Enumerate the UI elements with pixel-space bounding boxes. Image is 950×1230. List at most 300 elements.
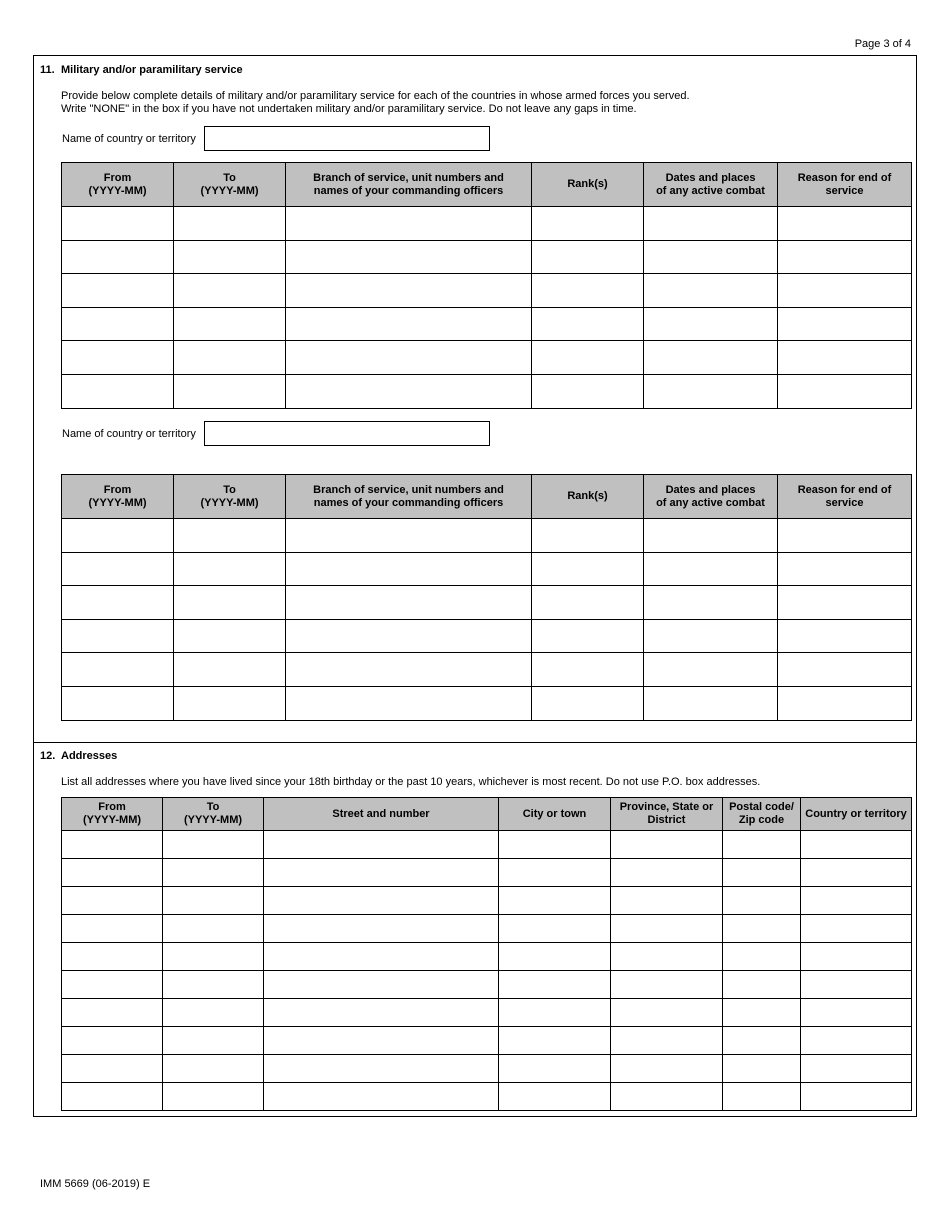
table-cell[interactable] <box>286 653 532 687</box>
table-cell[interactable] <box>163 971 264 999</box>
table-cell[interactable] <box>723 859 801 887</box>
table-cell-input[interactable] <box>611 999 722 1026</box>
table-cell[interactable] <box>723 971 801 999</box>
table-cell[interactable] <box>723 831 801 859</box>
form-frame <box>33 55 917 1117</box>
table-cell-input[interactable] <box>62 207 173 240</box>
table-cell[interactable] <box>611 859 723 887</box>
table-cell[interactable] <box>264 1027 499 1055</box>
table-cell[interactable] <box>286 374 532 408</box>
table-cell-input[interactable] <box>644 653 777 686</box>
table-cell-input[interactable] <box>499 831 610 858</box>
table-cell[interactable] <box>62 653 174 687</box>
table-cell[interactable] <box>499 1055 611 1083</box>
table-cell-input[interactable] <box>264 915 498 942</box>
table-cell-input[interactable] <box>163 943 263 970</box>
table-cell-input[interactable] <box>611 943 722 970</box>
table-cell[interactable] <box>778 586 912 620</box>
table-cell-input[interactable] <box>801 999 911 1026</box>
table-cell[interactable] <box>62 1055 163 1083</box>
table-cell[interactable] <box>286 586 532 620</box>
table-cell-input[interactable] <box>286 586 531 619</box>
table-cell-input[interactable] <box>62 1083 162 1110</box>
table-cell-input[interactable] <box>286 241 531 274</box>
table-cell[interactable] <box>644 207 778 241</box>
table-cell[interactable] <box>801 915 912 943</box>
table-cell[interactable] <box>62 307 174 341</box>
table-cell[interactable] <box>801 999 912 1027</box>
column-header <box>778 475 912 519</box>
form-id: IMM 5669 (06-2019) E <box>40 1178 151 1190</box>
table-cell[interactable] <box>62 1027 163 1055</box>
table-cell[interactable] <box>174 619 286 653</box>
table-cell[interactable] <box>174 519 286 553</box>
table-cell[interactable] <box>264 971 499 999</box>
table-cell-input[interactable] <box>62 241 173 274</box>
table-cell[interactable] <box>611 999 723 1027</box>
table-cell[interactable] <box>286 240 532 274</box>
table-cell-input[interactable] <box>163 1055 263 1082</box>
table-cell-input[interactable] <box>723 915 800 942</box>
table-cell[interactable] <box>62 686 174 720</box>
table-cell[interactable] <box>286 619 532 653</box>
table-cell[interactable] <box>801 887 912 915</box>
table-cell[interactable] <box>62 887 163 915</box>
addresses-table-header <box>62 798 912 831</box>
table-cell-input[interactable] <box>644 553 777 586</box>
table-cell[interactable] <box>801 859 912 887</box>
table-cell[interactable] <box>174 240 286 274</box>
table-cell-input[interactable] <box>499 915 610 942</box>
table-cell[interactable] <box>163 1055 264 1083</box>
table-cell[interactable] <box>62 586 174 620</box>
table-cell-input[interactable] <box>723 1055 800 1082</box>
table-cell-input[interactable] <box>163 915 263 942</box>
military-service-row <box>62 653 912 687</box>
table-cell[interactable] <box>801 1083 912 1111</box>
table-cell[interactable] <box>801 943 912 971</box>
table-cell[interactable] <box>778 240 912 274</box>
table-cell[interactable] <box>532 686 644 720</box>
table-cell[interactable] <box>62 519 174 553</box>
table-cell[interactable] <box>778 519 912 553</box>
table-cell[interactable] <box>723 1055 801 1083</box>
table-cell-input[interactable] <box>611 831 722 858</box>
table-cell[interactable] <box>778 686 912 720</box>
table-cell-input[interactable] <box>174 341 285 374</box>
table-cell-input[interactable] <box>532 620 643 653</box>
table-cell[interactable] <box>499 1083 611 1111</box>
table-cell[interactable] <box>499 887 611 915</box>
table-cell-input[interactable] <box>611 1055 722 1082</box>
table-cell-input[interactable] <box>611 859 722 886</box>
table-cell-input[interactable] <box>499 943 610 970</box>
table-cell[interactable] <box>532 653 644 687</box>
table-cell[interactable] <box>801 1027 912 1055</box>
table-cell-input[interactable] <box>532 308 643 341</box>
table-cell[interactable] <box>286 519 532 553</box>
table-cell[interactable] <box>163 915 264 943</box>
table-cell-input[interactable] <box>264 943 498 970</box>
column-header-line-1: Province, State or <box>619 801 714 813</box>
table-cell-input[interactable] <box>62 519 173 552</box>
table-cell-input[interactable] <box>611 1027 722 1054</box>
table-cell-input[interactable] <box>801 831 911 858</box>
table-cell-input[interactable] <box>499 1027 610 1054</box>
table-cell-input[interactable] <box>801 859 911 886</box>
table-cell[interactable] <box>778 619 912 653</box>
table-cell-input[interactable] <box>723 1083 800 1110</box>
table-cell-input[interactable] <box>801 887 911 914</box>
table-cell[interactable] <box>644 274 778 308</box>
table-cell[interactable] <box>174 341 286 375</box>
section-11-instructions-1: Provide below complete details of military and/or paramilitary service for each of the countries in whose armed forces you served. <box>61 90 690 102</box>
table-cell-input[interactable] <box>778 586 911 619</box>
table-cell[interactable] <box>644 552 778 586</box>
table-cell[interactable] <box>62 971 163 999</box>
table-cell[interactable] <box>723 915 801 943</box>
table-cell[interactable] <box>264 887 499 915</box>
table-cell-input[interactable] <box>286 553 531 586</box>
table-cell[interactable] <box>611 831 723 859</box>
table-cell[interactable] <box>264 915 499 943</box>
table-cell-input[interactable] <box>611 1083 722 1110</box>
table-cell-input[interactable] <box>532 274 643 307</box>
table-cell[interactable] <box>778 341 912 375</box>
table-cell[interactable] <box>174 274 286 308</box>
table-cell-input[interactable] <box>723 859 800 886</box>
table-cell-input[interactable] <box>801 1055 911 1082</box>
table-cell-input[interactable] <box>286 308 531 341</box>
table-cell-input[interactable] <box>163 859 263 886</box>
table-cell-input[interactable] <box>778 653 911 686</box>
table-cell[interactable] <box>286 207 532 241</box>
table-cell-input[interactable] <box>174 653 285 686</box>
table-cell[interactable] <box>778 552 912 586</box>
table-cell[interactable] <box>801 971 912 999</box>
table-cell-input[interactable] <box>723 831 800 858</box>
table-cell-input[interactable] <box>801 1027 911 1054</box>
table-cell[interactable] <box>62 619 174 653</box>
table-cell[interactable] <box>62 274 174 308</box>
table-cell-input[interactable] <box>499 887 610 914</box>
table-cell[interactable] <box>644 519 778 553</box>
table-cell-input[interactable] <box>801 915 911 942</box>
table-cell-input[interactable] <box>286 687 531 720</box>
table-cell[interactable] <box>499 943 611 971</box>
table-cell[interactable] <box>499 971 611 999</box>
table-cell-input[interactable] <box>611 915 722 942</box>
table-cell-input[interactable] <box>62 274 173 307</box>
table-cell[interactable] <box>532 274 644 308</box>
table-cell[interactable] <box>778 274 912 308</box>
table-cell-input[interactable] <box>644 341 777 374</box>
table-cell-input[interactable] <box>723 999 800 1026</box>
table-cell[interactable] <box>532 240 644 274</box>
table-cell[interactable] <box>532 586 644 620</box>
table-cell[interactable] <box>723 999 801 1027</box>
table-cell[interactable] <box>532 307 644 341</box>
table-cell-input[interactable] <box>532 241 643 274</box>
table-cell-input[interactable] <box>264 999 498 1026</box>
table-cell[interactable] <box>163 831 264 859</box>
table-cell-input[interactable] <box>286 341 531 374</box>
table-cell-input[interactable] <box>499 1055 610 1082</box>
table-cell-input[interactable] <box>778 274 911 307</box>
table-cell[interactable] <box>644 653 778 687</box>
table-cell-input[interactable] <box>286 207 531 240</box>
table-cell-input[interactable] <box>499 1083 610 1110</box>
table-cell[interactable] <box>532 207 644 241</box>
table-cell-input[interactable] <box>778 553 911 586</box>
table-cell[interactable] <box>532 374 644 408</box>
table-cell[interactable] <box>499 999 611 1027</box>
table-cell-input[interactable] <box>644 586 777 619</box>
table-cell[interactable] <box>174 653 286 687</box>
table-cell[interactable] <box>62 831 163 859</box>
table-cell-input[interactable] <box>611 887 722 914</box>
table-cell-input[interactable] <box>801 1083 911 1110</box>
table-cell-input[interactable] <box>174 308 285 341</box>
table-cell-input[interactable] <box>174 375 285 408</box>
table-cell-input[interactable] <box>62 1027 162 1054</box>
table-cell-input[interactable] <box>264 971 498 998</box>
table-cell-input[interactable] <box>723 1027 800 1054</box>
table-cell[interactable] <box>778 307 912 341</box>
table-cell-input[interactable] <box>264 887 498 914</box>
table-cell-input[interactable] <box>62 915 162 942</box>
table-cell-input[interactable] <box>286 653 531 686</box>
table-cell[interactable] <box>264 831 499 859</box>
table-cell[interactable] <box>163 1027 264 1055</box>
table-cell-input[interactable] <box>163 971 263 998</box>
table-cell[interactable] <box>778 374 912 408</box>
table-cell-input[interactable] <box>264 1083 498 1110</box>
table-cell[interactable] <box>801 831 912 859</box>
table-cell-input[interactable] <box>286 274 531 307</box>
table-cell[interactable] <box>723 943 801 971</box>
table-cell-input[interactable] <box>532 341 643 374</box>
table-cell[interactable] <box>611 943 723 971</box>
table-cell-input[interactable] <box>644 375 777 408</box>
table-cell-input[interactable] <box>264 1055 498 1082</box>
table-cell[interactable] <box>163 1083 264 1111</box>
table-cell[interactable] <box>286 552 532 586</box>
column-header-line-1: Rank(s) <box>567 178 608 190</box>
table-cell[interactable] <box>532 552 644 586</box>
table-cell[interactable] <box>778 207 912 241</box>
table-cell-input[interactable] <box>62 943 162 970</box>
table-cell-input[interactable] <box>62 653 173 686</box>
military-table-2-header <box>62 475 912 519</box>
table-cell-input[interactable] <box>778 375 911 408</box>
table-cell-input[interactable] <box>644 687 777 720</box>
table-cell[interactable] <box>62 552 174 586</box>
table-cell[interactable] <box>174 207 286 241</box>
column-header-line-1: Rank(s) <box>567 490 608 502</box>
table-cell-input[interactable] <box>62 308 173 341</box>
table-cell[interactable] <box>264 859 499 887</box>
table-cell[interactable] <box>644 619 778 653</box>
table-cell-input[interactable] <box>62 687 173 720</box>
table-cell[interactable] <box>611 1027 723 1055</box>
table-cell-input[interactable] <box>286 620 531 653</box>
table-cell-input[interactable] <box>62 586 173 619</box>
table-cell[interactable] <box>801 1055 912 1083</box>
table-cell[interactable] <box>723 1083 801 1111</box>
table-cell[interactable] <box>163 999 264 1027</box>
table-cell-input[interactable] <box>723 887 800 914</box>
table-cell-input[interactable] <box>174 519 285 552</box>
address-row <box>62 831 912 859</box>
table-cell-input[interactable] <box>174 553 285 586</box>
table-cell[interactable] <box>286 341 532 375</box>
table-cell[interactable] <box>62 859 163 887</box>
table-cell[interactable] <box>62 240 174 274</box>
table-cell-input[interactable] <box>286 519 531 552</box>
table-cell[interactable] <box>286 307 532 341</box>
table-cell[interactable] <box>62 374 174 408</box>
table-cell-input[interactable] <box>62 553 173 586</box>
table-cell-input[interactable] <box>644 519 777 552</box>
table-cell-input[interactable] <box>62 859 162 886</box>
table-cell[interactable] <box>163 887 264 915</box>
table-cell-input[interactable] <box>163 831 263 858</box>
table-cell-input[interactable] <box>532 519 643 552</box>
table-cell-input[interactable] <box>778 308 911 341</box>
table-cell[interactable] <box>62 341 174 375</box>
table-cell-input[interactable] <box>801 943 911 970</box>
table-cell[interactable] <box>499 915 611 943</box>
table-cell-input[interactable] <box>644 274 777 307</box>
table-cell-input[interactable] <box>174 274 285 307</box>
table-cell[interactable] <box>611 887 723 915</box>
table-cell-input[interactable] <box>611 971 722 998</box>
table-cell-input[interactable] <box>532 553 643 586</box>
table-cell-input[interactable] <box>499 999 610 1026</box>
table-cell[interactable] <box>174 552 286 586</box>
table-cell[interactable] <box>62 1083 163 1111</box>
table-cell[interactable] <box>499 859 611 887</box>
table-cell-input[interactable] <box>644 620 777 653</box>
table-cell[interactable] <box>644 374 778 408</box>
table-cell[interactable] <box>264 1083 499 1111</box>
table-cell-input[interactable] <box>499 859 610 886</box>
table-cell[interactable] <box>62 915 163 943</box>
table-cell-input[interactable] <box>778 207 911 240</box>
table-cell[interactable] <box>62 999 163 1027</box>
table-cell[interactable] <box>163 859 264 887</box>
table-cell-input[interactable] <box>532 207 643 240</box>
table-cell-input[interactable] <box>644 308 777 341</box>
table-cell[interactable] <box>532 519 644 553</box>
table-cell-input[interactable] <box>174 586 285 619</box>
column-header-line-1: Branch of service, unit numbers and <box>313 171 504 184</box>
table-cell[interactable] <box>499 831 611 859</box>
table-cell-input[interactable] <box>62 375 173 408</box>
table-cell-input[interactable] <box>62 831 162 858</box>
table-cell-input[interactable] <box>62 971 162 998</box>
table-cell[interactable] <box>174 307 286 341</box>
table-cell[interactable] <box>644 341 778 375</box>
table-cell-input[interactable] <box>778 341 911 374</box>
table-cell-input[interactable] <box>778 620 911 653</box>
table-cell[interactable] <box>174 374 286 408</box>
table-cell-input[interactable] <box>532 375 643 408</box>
country-input-2[interactable] <box>204 421 490 446</box>
table-cell[interactable] <box>174 586 286 620</box>
table-cell-input[interactable] <box>163 1027 263 1054</box>
table-cell-input[interactable] <box>174 620 285 653</box>
table-cell-input[interactable] <box>62 1055 162 1082</box>
table-cell-input[interactable] <box>163 999 263 1026</box>
table-cell-input[interactable] <box>778 687 911 720</box>
table-cell[interactable] <box>264 1055 499 1083</box>
country-input-1[interactable] <box>204 126 490 151</box>
table-cell-input[interactable] <box>264 1027 498 1054</box>
table-cell[interactable] <box>174 686 286 720</box>
table-cell-input[interactable] <box>163 1083 263 1110</box>
table-cell[interactable] <box>644 686 778 720</box>
table-cell[interactable] <box>611 1083 723 1111</box>
table-cell[interactable] <box>644 586 778 620</box>
table-cell-input[interactable] <box>174 241 285 274</box>
table-cell[interactable] <box>644 307 778 341</box>
table-cell[interactable] <box>264 999 499 1027</box>
table-cell-input[interactable] <box>499 971 610 998</box>
table-cell[interactable] <box>163 943 264 971</box>
table-cell-input[interactable] <box>801 971 911 998</box>
table-cell[interactable] <box>644 240 778 274</box>
table-cell-input[interactable] <box>723 971 800 998</box>
table-cell-input[interactable] <box>174 207 285 240</box>
table-cell-input[interactable] <box>62 341 173 374</box>
table-cell-input[interactable] <box>532 586 643 619</box>
table-cell[interactable] <box>723 887 801 915</box>
table-cell-input[interactable] <box>62 620 173 653</box>
table-cell[interactable] <box>778 653 912 687</box>
table-cell[interactable] <box>532 619 644 653</box>
table-cell-input[interactable] <box>286 375 531 408</box>
table-cell[interactable] <box>286 686 532 720</box>
table-cell[interactable] <box>611 915 723 943</box>
table-cell[interactable] <box>723 1027 801 1055</box>
table-cell[interactable] <box>62 943 163 971</box>
table-cell-input[interactable] <box>644 207 777 240</box>
table-cell-input[interactable] <box>532 687 643 720</box>
table-cell-input[interactable] <box>62 999 162 1026</box>
table-cell-input[interactable] <box>264 831 498 858</box>
table-cell-input[interactable] <box>62 887 162 914</box>
table-cell-input[interactable] <box>644 241 777 274</box>
table-cell[interactable] <box>286 274 532 308</box>
column-header-line-1: From <box>103 483 132 496</box>
table-cell-input[interactable] <box>723 943 800 970</box>
table-cell-input[interactable] <box>163 887 263 914</box>
table-cell-input[interactable] <box>264 859 498 886</box>
table-cell[interactable] <box>264 943 499 971</box>
table-cell[interactable] <box>611 971 723 999</box>
table-cell[interactable] <box>499 1027 611 1055</box>
table-cell-input[interactable] <box>174 687 285 720</box>
table-cell[interactable] <box>611 1055 723 1083</box>
section-11-number: 11. <box>40 64 55 76</box>
table-cell[interactable] <box>532 341 644 375</box>
table-cell-input[interactable] <box>778 241 911 274</box>
table-cell[interactable] <box>62 207 174 241</box>
table-cell-input[interactable] <box>778 519 911 552</box>
table-cell-input[interactable] <box>532 653 643 686</box>
